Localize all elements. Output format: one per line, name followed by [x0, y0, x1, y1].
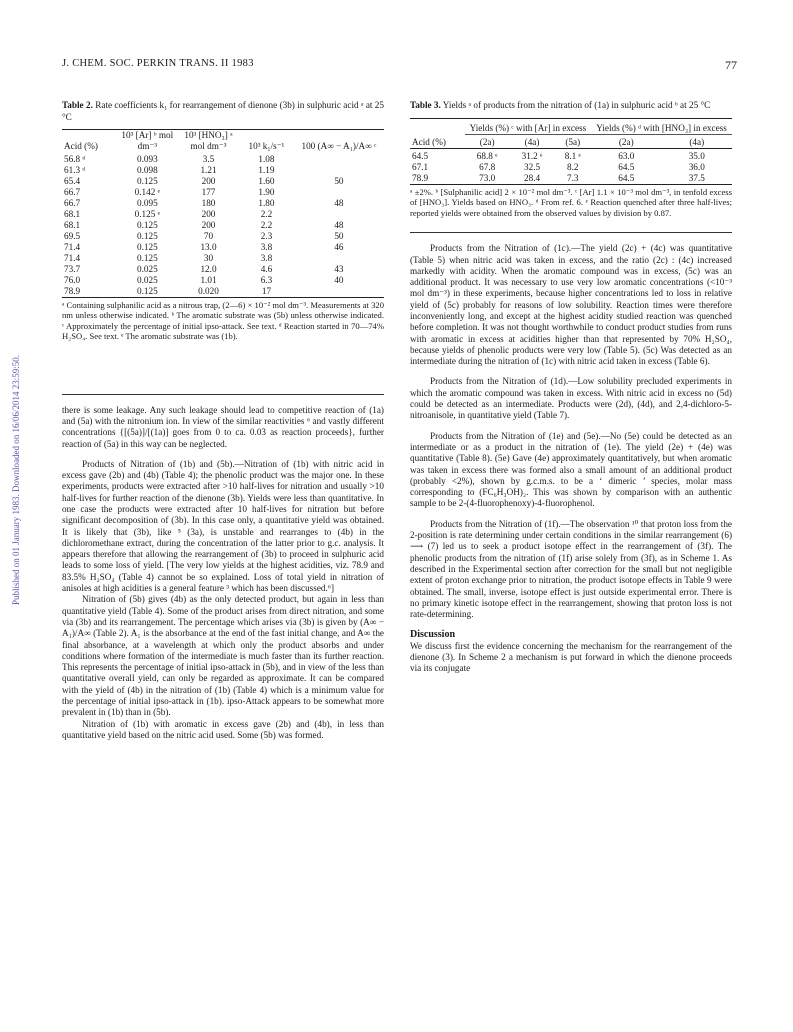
- table2-header: 100 (A∞ − A₁)/A∞ ᶜ: [301, 141, 377, 151]
- table-cell: 0.142 ᵉ: [134, 187, 160, 197]
- table-cell: 3.8: [260, 242, 273, 252]
- table-cell: 31.2 ᵉ: [521, 151, 543, 161]
- table-cell: 0.125: [136, 220, 158, 230]
- table-row: [410, 162, 732, 173]
- table-row: [62, 275, 384, 286]
- paragraph: Products from the Nitration of (1e) and (5e).—No (5e) could be detected as an intermediate or as a product in the nitration of (1e). The yield (2e) + (4e) was quantitative (Table 8). (5e) Gave (4e) approximately quantitatively, but when aromatic was taken in excess there was formed also a small amount of an additional product (probably <2%), shown by g.c.m.s. to be a ‘ dimeric ’ species, molar mass corresponding to (FC₆H₃OH)₂. This was shown by comparison with an authentic sample to be 2-(4-fluorophenoxy)-4-fluorophenol.: [410, 430, 732, 509]
- table3-caption: [410, 100, 732, 112]
- table-row: [62, 220, 384, 231]
- table-cell: 12.0: [200, 264, 217, 274]
- table-cell: 1.08: [258, 154, 275, 164]
- table2-header: Acid (%): [64, 141, 98, 151]
- table-cell: 66.7: [64, 187, 81, 197]
- table-row: [410, 173, 732, 185]
- table-cell: 69.5: [64, 231, 81, 241]
- table3-header: (4a): [524, 137, 540, 147]
- table3-header: (2a): [479, 137, 495, 147]
- table-cell: 0.093: [136, 154, 158, 164]
- table-cell: 1.21: [200, 165, 217, 175]
- table2-caption: [62, 100, 384, 123]
- table-row: [62, 286, 384, 298]
- table-cell: 76.0: [64, 275, 81, 285]
- table3-header: (2a): [618, 137, 634, 147]
- table-cell: 65.4: [64, 176, 81, 186]
- table-row: [62, 152, 384, 165]
- table3-spacer: [410, 118, 465, 134]
- paragraph: Products from the Nitration of (1f).—The observation ¹⁰ that proton loss from the 2-position is rate determining under certain conditions in the similar rearrangement (6) ⟶ (7) led us to seek a product isotope effect in the rearrangement of (3f). The phenolic products from the nitration of (1f) arise solely from (3f), as in Scheme 1. As described in the Experimental section after correction for the small but not negligible extent of proton exchange prior to nitration, the product isotope effects in Table 9 were obtained. The small, inverse, isotope effect is just outside experimental error. There is no primary kinetic isotope effect in the rearrangement, showing that proton loss is not rate-determining.: [410, 518, 732, 620]
- paragraph: Products from the Nitration of (1c).—The yield (2c) + (4c) was quantitative (Table 5) when nitric acid was taken in excess, and the ratio (2c) : (4c) increased markedly with acidity. When the aromatic compound was in excess, (5c) was an additional product. It was necessary to use very low aromatic concentrations (<10⁻³ mol dm⁻³) in these experiments, because higher concentrations led to loss in relative yield of (5c) probably for reasons of low solubility. Reaction times were therefore inconveniently long, and except at the highest acidity studied reaction was quenched before completion. It was not thought worthwhile to conduct product studies from runs with aromatic in excess at acidities higher than that represented by 70% H₂SO₄, because yields of phenolic products were very low (Table 5). (5c) Was detected as an intermediate during the nitration of (1c) with nitric acid taken in excess (Table 6).: [410, 243, 732, 367]
- table-cell: 30: [203, 253, 214, 263]
- table-cell: 64.5: [618, 173, 635, 183]
- table-cell: 70: [203, 231, 214, 241]
- table-cell: 2.3: [260, 231, 273, 241]
- table2: [62, 129, 384, 298]
- running-header: [62, 58, 737, 72]
- table-cell: 68.1: [64, 220, 81, 230]
- table-cell: 43: [334, 264, 344, 274]
- table-row: [62, 198, 384, 209]
- table3: [410, 118, 732, 186]
- table-row: [62, 176, 384, 187]
- paragraph: Nitration of (5b) gives (4b) as the only detected product, but again in less than quantitative yield (Table 4). Some of the product arises from direct nitration, and some via (3b) and its rearrangement. The percentage which arises via (3b) is given by (A∞ − A₁)/A∞ (Table 2). A₁ is the absorbance at the end of the fast initial change, and A∞ the final absorbance, at a wavelength at which only the product absorbs and under conditions where formation of the intermediate is much faster than its further reaction. This represents the percentage of initial ipso-attack in (5b), and in view of the less than quantitative overall yield, can only be regarded as approximate. It can be compared with the yield of (4b) in the nitration of (1b) (Table 4) which is a minimum value for the percentage of initial ipso-attack in (1b). ipso-Attack appears to be somewhat more prevalent in (1b) than in (5b).: [62, 594, 384, 718]
- table-cell: 8.2: [567, 162, 579, 172]
- table-cell: [294, 152, 384, 165]
- table-cell: 0.020: [198, 286, 219, 296]
- table-cell: 68.1: [64, 209, 81, 219]
- table3-body: [410, 149, 732, 185]
- journal-title: J. CHEM. SOC. PERKIN TRANS. II 1983: [62, 58, 254, 69]
- table-cell: 0.125: [136, 286, 158, 296]
- table-row: [62, 242, 384, 253]
- table-cell: 48: [334, 220, 344, 230]
- table-row: [62, 209, 384, 220]
- table-cell: 0.125: [136, 253, 158, 263]
- table-row: [62, 231, 384, 242]
- table-cell: 48: [334, 198, 344, 208]
- table-cell: 67.8: [479, 162, 496, 172]
- table-cell: 1.19: [258, 165, 275, 175]
- table-cell: 0.125: [136, 231, 158, 241]
- table2-header: 10³ k₁/s⁻¹: [248, 141, 285, 151]
- table2-label: Table 2.: [62, 100, 93, 110]
- table-cell: 13.0: [200, 242, 217, 252]
- table-cell: 2.2: [260, 220, 273, 230]
- paragraph: We discuss first the evidence concerning the mechanism for the rearrangement of the dienone (3). In Scheme 2 a mechanism is put forward in which the dienone proceeds via its conjugate: [410, 640, 732, 674]
- table-cell: [294, 209, 384, 220]
- table-cell: 67.1: [412, 162, 429, 172]
- table-cell: 32.5: [524, 162, 541, 172]
- table-cell: 71.4: [64, 242, 81, 252]
- table-cell: 0.098: [136, 165, 158, 175]
- table-cell: 78.9: [64, 286, 81, 296]
- table-cell: 46: [334, 242, 344, 252]
- paragraph: Nitration of (1b) with aromatic in excess gave (2b) and (4b), in less than quantitative yield based on the nitric acid used. Some (5b) was formed.: [62, 718, 384, 740]
- table-cell: 0.125 ᵉ: [134, 209, 160, 219]
- table-cell: 63.0: [618, 151, 635, 161]
- left-column: [62, 100, 384, 741]
- table-cell: [294, 253, 384, 264]
- table-cell: 177: [201, 187, 216, 197]
- table-cell: 200: [201, 176, 216, 186]
- paragraph: Products from the Nitration of (1d).—Low solubility precluded experiments in which the aromatic compound was taken in excess. With nitric acid in excess no (5d) could be detected as an intermediate. Products were (2d), (4d), and 2,4-dichloro-5-nitroanisole, in quantitative yield (Table 7).: [410, 376, 732, 421]
- table-row: [62, 264, 384, 275]
- table-cell: 73.0: [479, 173, 496, 183]
- table-cell: 0.025: [136, 275, 158, 285]
- column-divider: [410, 232, 732, 233]
- right-column: [410, 100, 732, 675]
- table-cell: [294, 286, 384, 298]
- table-cell: 66.7: [64, 198, 81, 208]
- table-cell: 64.5: [412, 151, 429, 161]
- page-number: 77: [725, 58, 737, 72]
- table2-caption-text: Rate coefficients k₁ for rearrangement of dienone (3b) in sulphuric acid ᵃ at 25 °C: [62, 100, 384, 122]
- table-cell: 1.01: [200, 275, 217, 285]
- table-row: [62, 253, 384, 264]
- table-cell: 0.095: [136, 198, 158, 208]
- table-cell: 200: [201, 209, 216, 219]
- table-row: [410, 149, 732, 163]
- publication-note: Published on 01 January 1983. Downloaded on 16/06/2014 23:59:50.: [11, 355, 21, 605]
- table-cell: 1.90: [258, 187, 275, 197]
- table-cell: 6.3: [260, 275, 273, 285]
- table3-header: (4a): [689, 137, 705, 147]
- table-cell: 28.4: [524, 173, 541, 183]
- table-cell: 7.3: [567, 173, 579, 183]
- table3-header: Acid (%): [412, 137, 446, 147]
- table-cell: 68.8 ᵉ: [476, 151, 498, 161]
- table3-footnote: ᵃ ±2%. ᵇ [Sulphanilic acid] 2 × 10⁻² mol dm⁻³. ᶜ [Ar] 1.1 × 10⁻³ mol dm⁻³, in tenfold excess of [HNO₃]. Yields based on HNO₃. ᵈ From ref. 6. ᵉ Reaction quenched after three half-lives; reported yields were obtained from the observed values by division by 0.87.: [410, 187, 732, 218]
- table3-group-header: Yields (%) ᶜ with [Ar] in excess: [465, 118, 591, 134]
- table-cell: 35.0: [688, 151, 705, 161]
- table-cell: 36.0: [688, 162, 705, 172]
- table-cell: 40: [334, 275, 344, 285]
- table-cell: 1.80: [258, 198, 275, 208]
- table-cell: 200: [201, 220, 216, 230]
- publication-sidebar: [10, 300, 22, 660]
- section-heading: Discussion: [410, 629, 456, 641]
- table-cell: 61.3 ᵈ: [64, 165, 86, 175]
- table-cell: 0.025: [136, 264, 158, 274]
- column-divider: [62, 394, 384, 395]
- table-cell: 8.1 ᵉ: [564, 151, 581, 161]
- paragraph: there is some leakage. Any such leakage should lead to competitive reaction of (1a) and (5a) with the nitronium ion. In view of the similar reactivities ⁶ and vastly different concentrations {[(5a)]/[(1a)] goes from 0 to ca. 0.03 as reaction proceeds}, further reaction of (5a) in this way can be neglected.: [62, 404, 384, 449]
- table-row: [62, 187, 384, 198]
- table-cell: 180: [201, 198, 216, 208]
- table3-caption-text: Yields ᵃ of products from the nitration of (1a) in sulphuric acid ᵇ at 25 °C: [440, 100, 711, 110]
- table-cell: 71.4: [64, 253, 81, 263]
- table-cell: 37.5: [688, 173, 705, 183]
- table-cell: 1.60: [258, 176, 275, 186]
- table-cell: 0.125: [136, 176, 158, 186]
- table-cell: 50: [334, 231, 344, 241]
- table2-header: 10³ [Ar] ᵇ mol dm⁻³: [121, 130, 174, 151]
- table-cell: 64.5: [618, 162, 635, 172]
- table-cell: 0.125: [136, 242, 158, 252]
- table2-footnote: ᵃ Containing sulphanilic acid as a nitrous trap, (2—6) × 10⁻² mol dm⁻³. Measurements at 320 nm unless otherwise indicated. ᵇ The aromatic substrate was (5b) unless otherwise indicated. ᶜ Approximately the percentage of initial ipso-attack. See text. ᵈ Reaction started in 70—74% H₂SO₄. See text. ᵉ The aromatic substrate was (1b).: [62, 300, 384, 342]
- table2-body: [62, 152, 384, 298]
- table-cell: 4.6: [260, 264, 273, 274]
- table-cell: 3.5: [202, 154, 215, 164]
- table-cell: 2.2: [260, 209, 273, 219]
- table3-label: Table 3.: [410, 100, 441, 110]
- table-cell: 17: [261, 286, 272, 296]
- table-cell: 73.7: [64, 264, 81, 274]
- table-cell: [294, 165, 384, 176]
- table-cell: 78.9: [412, 173, 429, 183]
- table2-header: 10³ [HNO₃] ᵃ mol dm⁻³: [184, 130, 233, 151]
- table-cell: [294, 187, 384, 198]
- table3-group-header: Yields (%) ᵈ with [HNO₃] in excess: [591, 118, 732, 134]
- table-cell: 50: [334, 176, 344, 186]
- table3-header: (5a): [565, 137, 581, 147]
- table-cell: 3.8: [260, 253, 273, 263]
- paragraph: Products of Nitration of (1b) and (5b).—Nitration of (1b) with nitric acid in excess gave (2b) and (4b) (Table 4); the phenolic product was the major one. In these experiments, products were extracted after >10 half-lives for nitration and usually >10 half-lives for further reaction of the dienone (3b). Yields were less than quantitative. In one case the products were extracted after 10 half-lives for nitration but before significant decomposition of (3b). In this case only, a quantitative yield was obtained. It is likely that (3b), like ⁵ (3a), is unstable and rearranges to (4b) in the dichloromethane extract, during the concentration of the latter prior to g.c. analysis. It appears therefore that allowing the rearrangement of (3b) to proceed in sulphuric acid leads to some loss of yield. [The very low yields at the highest acidities, viz. 78.9 and 83.5% H₂SO₄ (Table 4) cannot be so explained. Loss of total yield in nitration of anisoles at high acidities is a general feature ³ which has been discussed.⁶]: [62, 458, 384, 594]
- table-cell: 56.8 ᵈ: [64, 154, 86, 164]
- table-row: [62, 165, 384, 176]
